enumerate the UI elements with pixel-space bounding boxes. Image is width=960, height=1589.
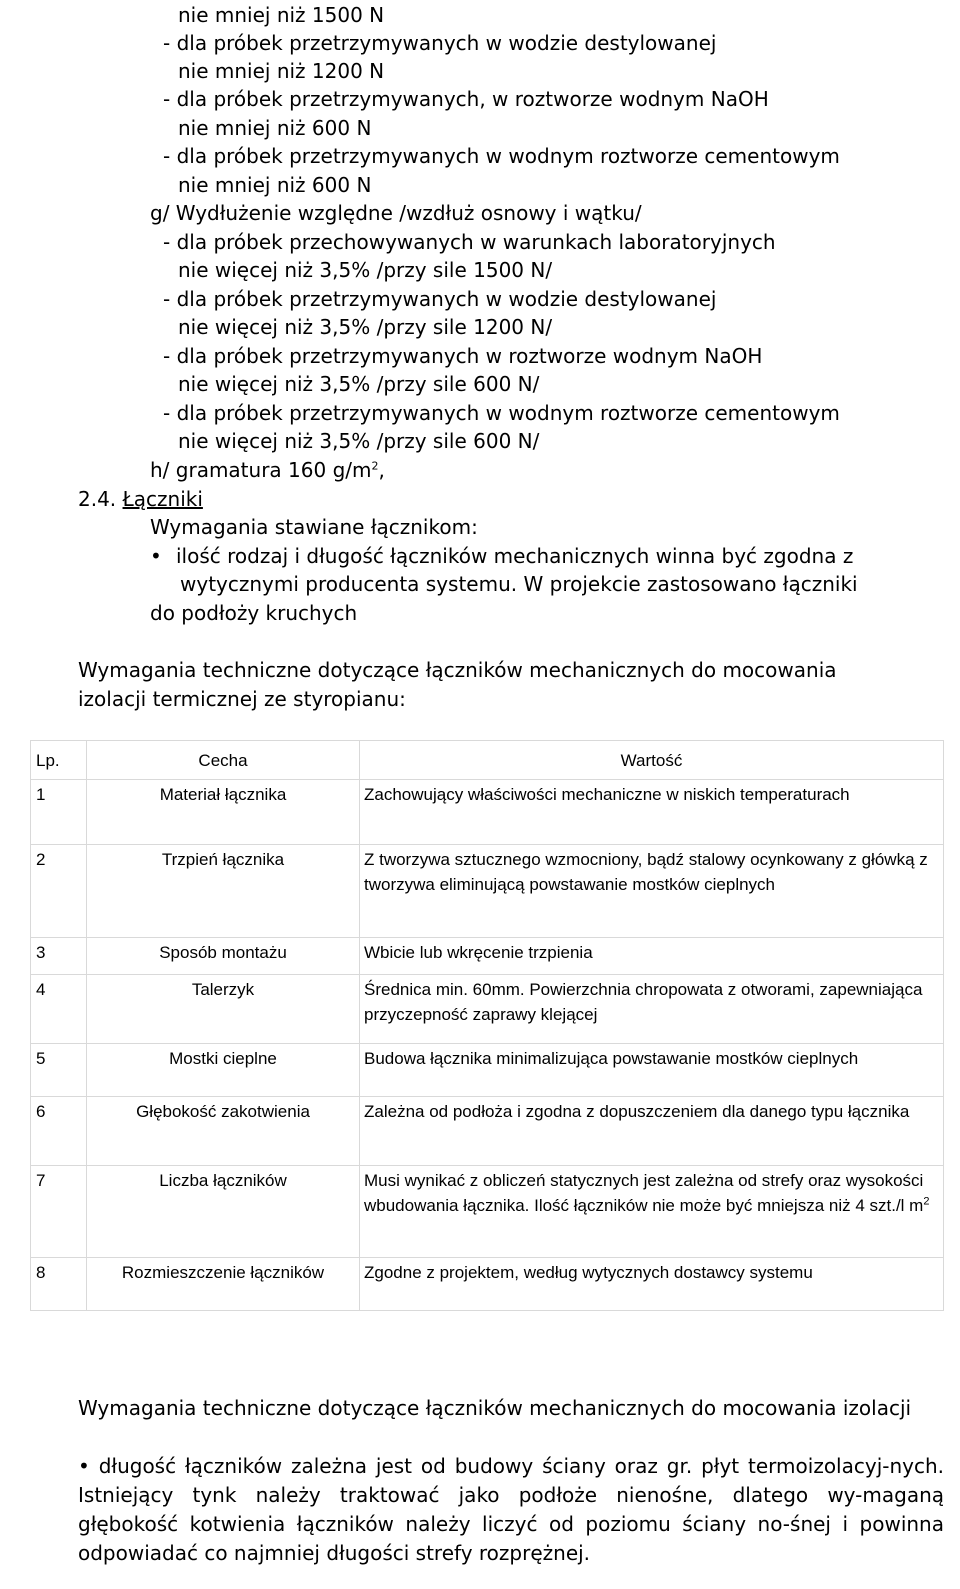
bullet-text: ilość rodzaj i długość łączników mechanicznych winna być zgodna z [176,544,854,568]
table-row [31,845,944,938]
table-header-row [31,741,944,780]
bullet-icon: • [150,544,162,568]
requirements-heading: Wymagania stawiane łącznikom: [150,515,478,539]
gramatura-line [150,456,385,484]
header-cecha: Cecha [87,741,360,780]
cell-wartosc: Zachowujący właściwości mechaniczne w niskich temperaturach [360,780,944,845]
gramatura-text: h/ gramatura 160 g/m [150,458,372,482]
cell-wartosc: Wbicie lub wkręcenie trzpienia [360,938,944,975]
cell-wartosc-sup: 2 [923,1195,930,1208]
spec-line: - dla próbek przetrzymywanych w wodzie destylowanej [163,287,717,311]
spec-line: - dla próbek przetrzymywanych, w roztworze wodnym NaOH [163,87,769,111]
section-number: 2.4. [78,487,123,511]
bottom-bullet [78,1452,944,1568]
bullet-continuation: do podłoży kruchych [150,601,358,625]
spec-line: - dla próbek przechowywanych w warunkach laboratoryjnych [163,230,776,254]
spec-line: nie mniej niż 600 N [178,116,372,140]
cell-cecha: Materiał łącznika [87,780,360,845]
spec-line: nie więcej niż 3,5% /przy sile 1200 N/ [178,315,553,339]
cell-lp: 5 [31,1044,87,1097]
bullet-continuation: wytycznymi producenta systemu. W projekcie zastosowano łączniki [180,572,858,596]
cell-wartosc [360,1166,944,1258]
cell-cecha: Rozmieszczenie łączników [87,1258,360,1311]
bullet-icon: • [78,1454,90,1478]
spec-line: g/ Wydłużenie względne /wzdłuż osnowy i wątku/ [150,201,642,225]
table-row [31,1258,944,1311]
header-wartosc: Wartość [360,741,944,780]
spec-line: - dla próbek przetrzymywanych w roztworze wodnym NaOH [163,344,763,368]
cell-cecha: Liczba łączników [87,1166,360,1258]
cell-lp: 7 [31,1166,87,1258]
section-title: Łączniki [122,487,203,511]
spec-line: nie więcej niż 3,5% /przy sile 1500 N/ [178,258,553,282]
spec-line: nie mniej niż 600 N [178,173,372,197]
cell-wartosc: Z tworzywa sztucznego wzmocniony, bądź stalowy ocynkowany z główką z tworzywa eliminującą powstawanie mostków cieplnych [360,845,944,938]
cell-wartosc: Zgodne z projektem, według wytycznych dostawcy systemu [360,1258,944,1311]
spec-line: nie więcej niż 3,5% /przy sile 600 N/ [178,429,540,453]
cell-wartosc: Budowa łącznika minimalizująca powstawanie mostków cieplnych [360,1044,944,1097]
cell-wartosc-text: Musi wynikać z obliczeń statycznych jest zależna od strefy oraz wysokości wbudowania łącznika. Ilość łączników nie może być mniejsza niż 4 szt./l m [364,1171,924,1215]
tech-heading-cont: izolacji termicznej ze styropianu: [78,687,406,711]
cell-cecha: Sposób montażu [87,938,360,975]
tech-heading: Wymagania techniczne dotyczące łączników mechanicznych do mocowania [78,658,837,682]
bottom-bullet-text: długość łączników zależna jest od budowy ściany oraz gr. płyt termoizolacyj-nych. Istniejący tynk należy traktować jako podłoże nienośne, dlatego wy-maganą głębokość kotwienia łączników należy liczyć od poziomu ściany no-śnej i powinna odpowiadać co najmniej długości strefy rozprężnej. [78,1454,945,1565]
spec-line: nie mniej niż 1500 N [178,3,385,27]
cell-cecha: Mostki cieplne [87,1044,360,1097]
cell-wartosc: Średnica min. 60mm. Powierzchnia chropowata z otworami, zapewniająca przyczepność zaprawy klejącej [360,975,944,1044]
cell-cecha: Głębokość zakotwienia [87,1097,360,1166]
bottom-heading: Wymagania techniczne dotyczące łączników mechanicznych do mocowania izolacji [78,1396,912,1420]
cell-cecha: Talerzyk [87,975,360,1044]
cell-lp: 4 [31,975,87,1044]
cell-lp: 2 [31,845,87,938]
gramatura-sup: 2 [371,459,379,473]
bullet-item [150,542,853,570]
cell-lp: 3 [31,938,87,975]
section-heading [78,485,203,513]
table-row [31,1097,944,1166]
table-row [31,780,944,845]
cell-wartosc: Zależna od podłoża i zgodna z dopuszczeniem dla danego typu łącznika [360,1097,944,1166]
gramatura-tail: , [378,458,385,482]
cell-cecha: Trzpień łącznika [87,845,360,938]
spec-line: - dla próbek przetrzymywanych w wodnym roztworze cementowym [163,144,840,168]
fastener-requirements-table [30,740,944,1311]
header-lp: Lp. [31,741,87,780]
table-row [31,1044,944,1097]
cell-lp: 1 [31,780,87,845]
spec-line: nie więcej niż 3,5% /przy sile 600 N/ [178,372,540,396]
spec-line: - dla próbek przetrzymywanych w wodnym roztworze cementowym [163,401,840,425]
spec-line: - dla próbek przetrzymywanych w wodzie destylowanej [163,31,717,55]
table-row [31,975,944,1044]
spec-line: nie mniej niż 1200 N [178,59,385,83]
cell-lp: 8 [31,1258,87,1311]
table-row [31,1166,944,1258]
cell-lp: 6 [31,1097,87,1166]
table-row [31,938,944,975]
